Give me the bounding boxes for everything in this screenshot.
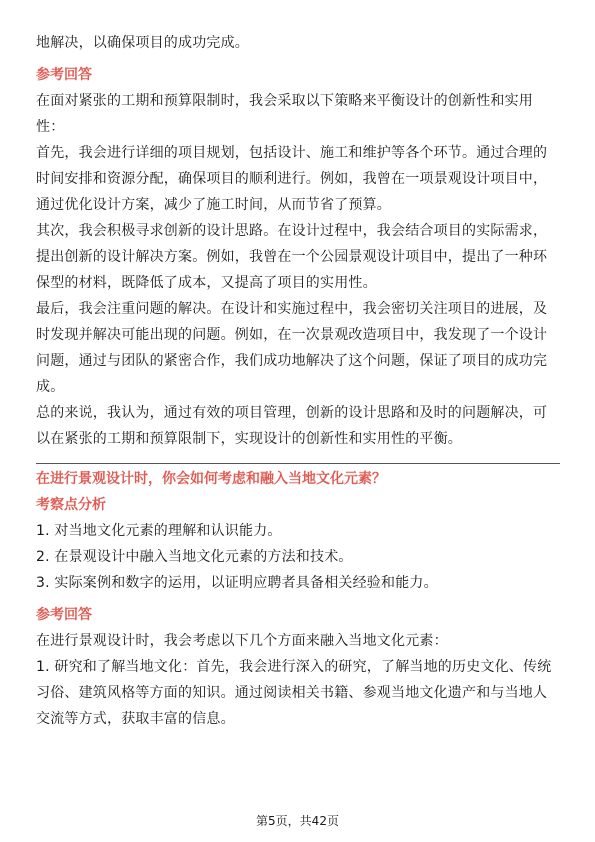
question2-title: 在进行景观设计时，你会如何考虑和融入当地文化元素？ bbox=[36, 471, 386, 487]
analysis-item: 3. 实际案例和数字的运用，以证明应聘者具备相关经验和能力。 bbox=[36, 575, 438, 591]
answer1-paragraph: 首先，我会进行详细的项目规划，包括设计、施工和维护等各个环节。通过合理的时间安排和资源分配，确保项目的顺利进行。例如，我曾在一项景观设计项目中，通过优化设计方案，减少了施工时间，从而节省了预算。 bbox=[36, 145, 548, 213]
analysis-heading: 考察点分析 bbox=[36, 497, 106, 513]
answer2-paragraph: 1. 研究和了解当地文化：首先，我会进行深入的研究，了解当地的历史文化、传统习俗、建筑风格等方面的知识。通过阅读相关书籍、参观当地文化遗产和与当地人交流等方式，获取丰富的信息。 bbox=[36, 659, 552, 727]
answer2-paragraph: 在进行景观设计时，我会考虑以下几个方面来融入当地文化元素： bbox=[36, 633, 448, 649]
answer1-paragraph: 在面对紧张的工期和预算限制时，我会采取以下策略来平衡设计的创新性和实用性： bbox=[36, 93, 533, 135]
page-number: 第5页，共42页 bbox=[256, 814, 339, 828]
intro-tail-text: 地解决，以确保项目的成功完成。 bbox=[36, 35, 249, 51]
section-divider bbox=[36, 463, 560, 464]
answer1-paragraph: 其次，我会积极寻求创新的设计思路。在设计过程中，我会结合项目的实际需求，提出创新的设计解决方案。例如，我曾在一个公园景观设计项目中，提出了一种环保型的材料，既降低了成本，又提高了项目的实用性。 bbox=[36, 223, 548, 291]
analysis-item: 1. 对当地文化元素的理解和认识能力。 bbox=[36, 523, 282, 539]
document-page bbox=[36, 30, 560, 732]
answer1-heading: 参考回答 bbox=[36, 67, 92, 83]
analysis-item: 2. 在景观设计中融入当地文化元素的方法和技术。 bbox=[36, 549, 353, 565]
answer1-paragraph: 总的来说，我认为，通过有效的项目管理，创新的设计思路和及时的问题解决，可以在紧张的工期和预算限制下，实现设计的创新性和实用性的平衡。 bbox=[36, 405, 548, 447]
answer1-paragraph: 最后，我会注重问题的解决。在设计和实施过程中，我会密切关注项目的进展，及时发现并解决可能出现的问题。例如，在一次景观改造项目中，我发现了一个设计问题，通过与团队的紧密合作，我们成功地解决了这个问题，保证了项目的成功完成。 bbox=[36, 301, 548, 395]
answer2-heading: 参考回答 bbox=[36, 607, 92, 623]
